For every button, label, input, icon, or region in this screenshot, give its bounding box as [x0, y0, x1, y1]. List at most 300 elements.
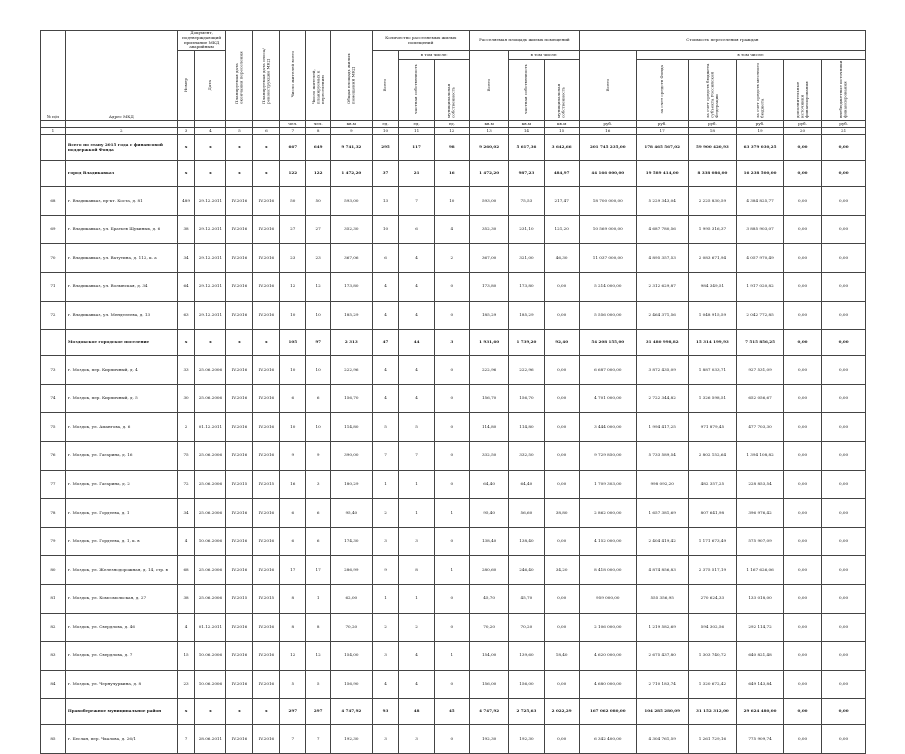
- row-number-cell: 68: [41, 187, 66, 216]
- address-cell: Моздокское городское поселение: [65, 330, 177, 356]
- value-cell: 192,30: [509, 725, 544, 754]
- table-body: [41, 135, 866, 754]
- value-cell: 64,40: [509, 470, 544, 499]
- value-cell: х: [226, 135, 253, 161]
- value-cell: 10.06.2006: [195, 642, 226, 671]
- value-cell: 0: [434, 527, 469, 556]
- value-cell: 156,70: [331, 384, 372, 413]
- value-cell: 45: [434, 699, 469, 725]
- value-cell: 332,50: [469, 441, 508, 470]
- value-cell: 0,00: [783, 187, 821, 216]
- value-cell: 114,80: [469, 413, 508, 442]
- value-cell: 1: [434, 642, 469, 671]
- value-cell: 25.06.2006: [195, 499, 226, 528]
- value-cell: 10: [280, 413, 306, 442]
- value-cell: IV.2016: [253, 384, 280, 413]
- value-cell: 0,00: [822, 215, 866, 244]
- value-cell: 0,00: [822, 161, 866, 187]
- value-cell: 2 464 371,56: [636, 301, 688, 330]
- value-cell: 2 725,63: [509, 699, 544, 725]
- value-cell: 139,60: [509, 642, 544, 671]
- group-total-row: [41, 330, 866, 356]
- value-cell: IV.2016: [253, 413, 280, 442]
- value-cell: 775 909,74: [737, 725, 784, 754]
- value-cell: 1 887 033,71: [688, 356, 737, 385]
- value-cell: 173,80: [509, 272, 544, 301]
- row-number-cell: 82: [41, 613, 66, 642]
- value-cell: 4: [177, 527, 195, 556]
- value-cell: 477 703,30: [737, 413, 784, 442]
- unit-cell-21: руб.: [822, 121, 866, 128]
- value-cell: 01.12.2011: [195, 413, 226, 442]
- value-cell: х: [177, 135, 195, 161]
- table-row: [41, 187, 866, 216]
- value-cell: 29.12.2011: [195, 187, 226, 216]
- index-cell-16: 16: [579, 128, 636, 135]
- index-cell-6: 6: [253, 128, 280, 135]
- header-total-area: Общая площадь жилых помещений МКД: [331, 31, 372, 121]
- value-cell: х: [177, 330, 195, 356]
- value-cell: 0,00: [783, 613, 821, 642]
- document-sheet: [40, 30, 866, 741]
- header-rooms-municipal: муниципальная собственность: [434, 60, 469, 121]
- header-area-municipal: муниципальная собственность: [544, 60, 579, 121]
- value-cell: 21: [399, 161, 434, 187]
- value-cell: 16: [280, 470, 306, 499]
- value-cell: 48: [399, 699, 434, 725]
- value-cell: 2 675 437,80: [636, 642, 688, 671]
- value-cell: 156,00: [469, 670, 508, 699]
- value-cell: IV.2015: [253, 470, 280, 499]
- value-cell: 12: [280, 642, 306, 671]
- value-cell: 17: [280, 556, 306, 585]
- row-number-cell: 85: [41, 725, 66, 754]
- value-cell: 0: [434, 584, 469, 613]
- row-number-cell: 70: [41, 244, 66, 273]
- value-cell: 192,30: [469, 725, 508, 754]
- value-cell: 2: [372, 613, 399, 642]
- value-cell: IV.2016: [253, 527, 280, 556]
- value-cell: 5 229 343,04: [636, 187, 688, 216]
- table-row: [41, 642, 866, 671]
- value-cell: IV.2016: [226, 301, 253, 330]
- value-cell: 2 862 000,00: [579, 499, 636, 528]
- table-row: [41, 441, 866, 470]
- value-cell: 0: [434, 441, 469, 470]
- table-row: [41, 413, 866, 442]
- table-row: [41, 670, 866, 699]
- value-cell: IV.2016: [253, 301, 280, 330]
- unit-cell-9: кв.м: [331, 121, 372, 128]
- value-cell: 0,00: [822, 725, 866, 754]
- value-cell: 154,00: [331, 642, 372, 671]
- value-cell: 97: [306, 330, 331, 356]
- value-cell: 167 062 080,00: [579, 699, 636, 725]
- value-cell: 1 167 626,06: [737, 556, 784, 585]
- value-cell: 1 995 316,37: [688, 215, 737, 244]
- value-cell: 6: [306, 499, 331, 528]
- value-cell: 0,00: [783, 556, 821, 585]
- value-cell: 0,00: [783, 499, 821, 528]
- value-cell: х: [253, 135, 280, 161]
- value-cell: 0,00: [783, 584, 821, 613]
- value-cell: 367,00: [469, 244, 508, 273]
- value-cell: 3: [306, 470, 331, 499]
- value-cell: 1: [399, 584, 434, 613]
- index-cell-15: 15: [544, 128, 579, 135]
- value-cell: 133 018,00: [737, 584, 784, 613]
- unit-cell-7: чел.: [280, 121, 306, 128]
- value-cell: 971 879,45: [688, 413, 737, 442]
- value-cell: 3 885 903,07: [737, 215, 784, 244]
- value-cell: 3: [372, 725, 399, 754]
- value-cell: 0: [434, 613, 469, 642]
- value-cell: 185,29: [469, 301, 508, 330]
- value-cell: 10: [372, 215, 399, 244]
- header-residents: Число жителей всего: [280, 31, 306, 121]
- table-row: [41, 272, 866, 301]
- value-cell: 1 320 672,42: [688, 670, 737, 699]
- value-cell: 0,00: [544, 725, 579, 754]
- value-cell: IV.2016: [253, 613, 280, 642]
- value-cell: 0: [434, 356, 469, 385]
- value-cell: 228 853,54: [737, 470, 784, 499]
- value-cell: 27: [306, 215, 331, 244]
- address-cell: г. Моздок, ул. Гагарина, д. 16: [65, 441, 177, 470]
- row-number-cell: 71: [41, 272, 66, 301]
- table-row: [41, 470, 866, 499]
- value-cell: 0,00: [822, 413, 866, 442]
- value-cell: 7 515 856,25: [737, 330, 784, 356]
- address-cell: г. Моздок, ул. Комсомольская, д. 27: [65, 584, 177, 613]
- value-cell: 2 404 419,42: [636, 527, 688, 556]
- value-cell: 0,00: [822, 699, 866, 725]
- value-cell: 1 261 729,16: [688, 725, 737, 754]
- value-cell: 2: [177, 413, 195, 442]
- value-cell: 3: [372, 642, 399, 671]
- table-row: [41, 301, 866, 330]
- value-cell: 25.06.2006: [195, 556, 226, 585]
- value-cell: 4 384 825,77: [737, 187, 784, 216]
- value-cell: 1 171 673,49: [688, 527, 737, 556]
- value-cell: 332,50: [509, 441, 544, 470]
- value-cell: 104 285 280,09: [636, 699, 688, 725]
- value-cell: 4: [372, 670, 399, 699]
- value-cell: 4: [372, 272, 399, 301]
- value-cell: 0,00: [544, 584, 579, 613]
- value-cell: 4: [399, 642, 434, 671]
- value-cell: 98: [434, 135, 469, 161]
- index-cell-10: 10: [372, 128, 399, 135]
- value-cell: 4: [399, 272, 434, 301]
- address-cell: г. Владикавказ, ул. Менделеева, д. 13: [65, 301, 177, 330]
- table-row: [41, 584, 866, 613]
- value-cell: 122: [306, 161, 331, 187]
- row-number-cell: 79: [41, 527, 66, 556]
- value-cell: 1: [399, 470, 434, 499]
- address-cell: г. Владикавказ, ул. Волынская, д. 34: [65, 272, 177, 301]
- value-cell: 0,00: [783, 527, 821, 556]
- index-cell-4: 4: [195, 128, 226, 135]
- value-cell: IV.2016: [253, 215, 280, 244]
- value-cell: 19 589 414,00: [636, 161, 688, 187]
- value-cell: 3 642,66: [544, 135, 579, 161]
- value-cell: 10: [280, 301, 306, 330]
- value-cell: IV.2016: [226, 613, 253, 642]
- value-cell: 1: [372, 470, 399, 499]
- value-cell: 0: [434, 725, 469, 754]
- value-cell: 649: [306, 135, 331, 161]
- value-cell: 0,00: [783, 215, 821, 244]
- value-cell: 105: [280, 330, 306, 356]
- value-cell: 3: [434, 330, 469, 356]
- value-cell: 1 472,20: [469, 161, 508, 187]
- header-address: Адрес МКД: [65, 31, 177, 121]
- header-row-num: № п/п: [41, 31, 66, 121]
- value-cell: 8 338 086,00: [688, 161, 737, 187]
- value-cell: 0,00: [544, 470, 579, 499]
- address-cell: г. Моздок, ул. Гагарина, д. 2: [65, 470, 177, 499]
- value-cell: 6: [280, 384, 306, 413]
- value-cell: 5: [306, 670, 331, 699]
- table-row: [41, 215, 866, 244]
- header-planned-demolish: Планируемая дата сноса/ реконструкции МКД: [253, 31, 280, 121]
- value-cell: 482 357,25: [688, 470, 737, 499]
- index-cell-9: 9: [331, 128, 372, 135]
- value-cell: 23: [280, 244, 306, 273]
- value-cell: IV.2016: [253, 670, 280, 699]
- value-cell: 6: [306, 527, 331, 556]
- value-cell: 489: [177, 187, 195, 216]
- index-cell-21: 21: [822, 128, 866, 135]
- value-cell: 4 620 000,00: [579, 642, 636, 671]
- value-cell: IV.2015: [253, 584, 280, 613]
- value-cell: 3: [372, 527, 399, 556]
- value-cell: 4: [399, 301, 434, 330]
- value-cell: 9 729 850,00: [579, 441, 636, 470]
- value-cell: 0,00: [544, 384, 579, 413]
- value-cell: 367,06: [331, 244, 372, 273]
- unit-cell-18: руб.: [688, 121, 737, 128]
- header-area-total: Всего: [469, 51, 508, 121]
- header-area-including: в том числе:: [509, 51, 579, 60]
- header-cost-fund: за счет средств Фонда: [636, 60, 688, 121]
- value-cell: 2 710 183,74: [636, 670, 688, 699]
- row-number-cell: [41, 699, 66, 725]
- value-cell: 555 356,95: [636, 584, 688, 613]
- value-cell: 0,00: [783, 244, 821, 273]
- value-cell: IV.2016: [253, 356, 280, 385]
- value-cell: 29.12.2011: [195, 272, 226, 301]
- value-cell: х: [253, 161, 280, 187]
- address-cell: г. Моздок, ул. Свердлова, д. 46: [65, 613, 177, 642]
- value-cell: 807 641,98: [688, 499, 737, 528]
- value-cell: 93: [372, 699, 399, 725]
- value-cell: 174,30: [331, 527, 372, 556]
- unit-cell-1: [41, 121, 66, 128]
- value-cell: 64: [177, 272, 195, 301]
- value-cell: IV.2016: [253, 244, 280, 273]
- value-cell: 594 302,56: [688, 613, 737, 642]
- value-cell: 6: [306, 384, 331, 413]
- value-cell: 25.06.2006: [195, 441, 226, 470]
- header-rooms-including: в том числе:: [399, 51, 469, 60]
- value-cell: 7: [372, 441, 399, 470]
- value-cell: 0,00: [822, 642, 866, 671]
- value-cell: 178 465 567,02: [636, 135, 688, 161]
- value-cell: IV.2016: [226, 356, 253, 385]
- value-cell: 4 057 970,49: [737, 244, 784, 273]
- row-number-cell: 75: [41, 413, 66, 442]
- value-cell: 640 821,48: [737, 642, 784, 671]
- value-cell: 8: [280, 613, 306, 642]
- value-cell: 6: [280, 527, 306, 556]
- row-number-cell: 77: [41, 470, 66, 499]
- header-rooms-private: частная собственность: [399, 60, 434, 121]
- unit-cell-4: [195, 121, 226, 128]
- value-cell: 222,96: [331, 356, 372, 385]
- value-cell: 1: [372, 584, 399, 613]
- value-cell: 0,00: [822, 613, 866, 642]
- value-cell: 5 733 589,54: [636, 441, 688, 470]
- row-number-cell: [41, 135, 66, 161]
- value-cell: х: [253, 699, 280, 725]
- value-cell: 192,30: [331, 725, 372, 754]
- value-cell: 0: [434, 272, 469, 301]
- value-cell: 1 219 582,69: [636, 613, 688, 642]
- value-cell: 0,00: [544, 272, 579, 301]
- header-residents-planned: Число жителей, планируемых к переселению: [306, 31, 331, 121]
- value-cell: 6: [280, 499, 306, 528]
- value-cell: 292 114,72: [737, 613, 784, 642]
- unit-cell-11: ед.: [399, 121, 434, 128]
- value-cell: 2 225 830,59: [688, 187, 737, 216]
- value-cell: 7: [306, 725, 331, 754]
- value-cell: 295: [372, 135, 399, 161]
- group-total-row: [41, 699, 866, 725]
- value-cell: 8: [280, 584, 306, 613]
- value-cell: 222,96: [469, 356, 508, 385]
- value-cell: 31 480 998,82: [636, 330, 688, 356]
- value-cell: 180,29: [331, 470, 372, 499]
- header-doc-number: Номер: [177, 51, 195, 121]
- value-cell: 246,40: [509, 556, 544, 585]
- value-cell: IV.2016: [226, 499, 253, 528]
- value-cell: 29.12.2011: [195, 244, 226, 273]
- value-cell: 9 260,02: [469, 135, 508, 161]
- address-cell: г. Беслан, пер. Чкалова, д. 26/1: [65, 725, 177, 754]
- value-cell: 3 872 435,09: [636, 356, 688, 385]
- value-cell: 3: [399, 725, 434, 754]
- value-cell: 5: [280, 670, 306, 699]
- value-cell: 2: [434, 244, 469, 273]
- table-row: [41, 384, 866, 413]
- unit-cell-15: кв.м: [544, 121, 579, 128]
- value-cell: 286,99: [331, 556, 372, 585]
- value-cell: IV.2016: [253, 441, 280, 470]
- value-cell: 1: [434, 499, 469, 528]
- value-cell: IV.2016: [226, 187, 253, 216]
- value-cell: 5 214 000,00: [579, 272, 636, 301]
- value-cell: 46,30: [544, 244, 579, 273]
- value-cell: 25.06.2006: [195, 584, 226, 613]
- value-cell: 0,00: [544, 413, 579, 442]
- value-cell: IV.2016: [226, 642, 253, 671]
- value-cell: 63 379 030,25: [737, 135, 784, 161]
- value-cell: 50: [280, 187, 306, 216]
- value-cell: 8: [399, 556, 434, 585]
- address-cell: г. Владикавказ, ул. Ватутина, д. 112, к. а: [65, 244, 177, 273]
- value-cell: 0,00: [783, 272, 821, 301]
- value-cell: 4: [372, 356, 399, 385]
- value-cell: 38,80: [544, 499, 579, 528]
- row-number-cell: 74: [41, 384, 66, 413]
- value-cell: 575 907,09: [737, 527, 784, 556]
- row-number-cell: 73: [41, 356, 66, 385]
- value-cell: 4: [372, 384, 399, 413]
- value-cell: IV.2016: [226, 670, 253, 699]
- index-cell-7: 7: [280, 128, 306, 135]
- value-cell: 8 418 000,00: [579, 556, 636, 585]
- table-row: [41, 556, 866, 585]
- value-cell: 2: [372, 499, 399, 528]
- value-cell: 667: [280, 135, 306, 161]
- value-cell: 15 314 199,93: [688, 330, 737, 356]
- index-cell-12: 12: [434, 128, 469, 135]
- value-cell: 185,29: [331, 301, 372, 330]
- value-cell: IV.2016: [226, 556, 253, 585]
- table-row: [41, 244, 866, 273]
- value-cell: IV.2016: [253, 642, 280, 671]
- value-cell: 0,00: [822, 441, 866, 470]
- value-cell: 45,70: [469, 584, 508, 613]
- header-cost-extra: дополнительные источники финансирования: [783, 60, 821, 121]
- value-cell: 156,70: [509, 384, 544, 413]
- value-cell: IV.2016: [253, 725, 280, 754]
- unit-cell-13: кв.м: [469, 121, 508, 128]
- value-cell: 4 687 780,56: [636, 215, 688, 244]
- value-cell: 27: [280, 215, 306, 244]
- value-cell: 1: [306, 584, 331, 613]
- value-cell: 12: [306, 642, 331, 671]
- value-cell: 18 700 000,00: [579, 187, 636, 216]
- value-cell: 217,47: [544, 187, 579, 216]
- value-cell: 4 304 761,59: [636, 725, 688, 754]
- address-cell: г. Моздок, ул. Железнодорожная, д. 14, стр. в: [65, 556, 177, 585]
- table-row: [41, 725, 866, 754]
- value-cell: 1 709 303,00: [579, 470, 636, 499]
- value-cell: 7: [399, 187, 434, 216]
- value-cell: 16 238 500,00: [737, 161, 784, 187]
- value-cell: 652 056,67: [737, 384, 784, 413]
- value-cell: 4 874 856,83: [636, 556, 688, 585]
- value-cell: 0,00: [783, 161, 821, 187]
- value-cell: 156,00: [509, 670, 544, 699]
- value-cell: 0: [434, 301, 469, 330]
- value-cell: 10: [434, 187, 469, 216]
- unit-cell-20: руб.: [783, 121, 821, 128]
- index-cell-2: 2: [65, 128, 177, 135]
- value-cell: IV.2016: [253, 272, 280, 301]
- value-cell: IV.2016: [226, 413, 253, 442]
- value-cell: 484,97: [544, 161, 579, 187]
- index-cell-20: 20: [783, 128, 821, 135]
- value-cell: 34: [177, 499, 195, 528]
- value-cell: IV.2016: [226, 527, 253, 556]
- index-cell-17: 17: [636, 128, 688, 135]
- value-cell: 2 802 152,64: [688, 441, 737, 470]
- table-row: [41, 356, 866, 385]
